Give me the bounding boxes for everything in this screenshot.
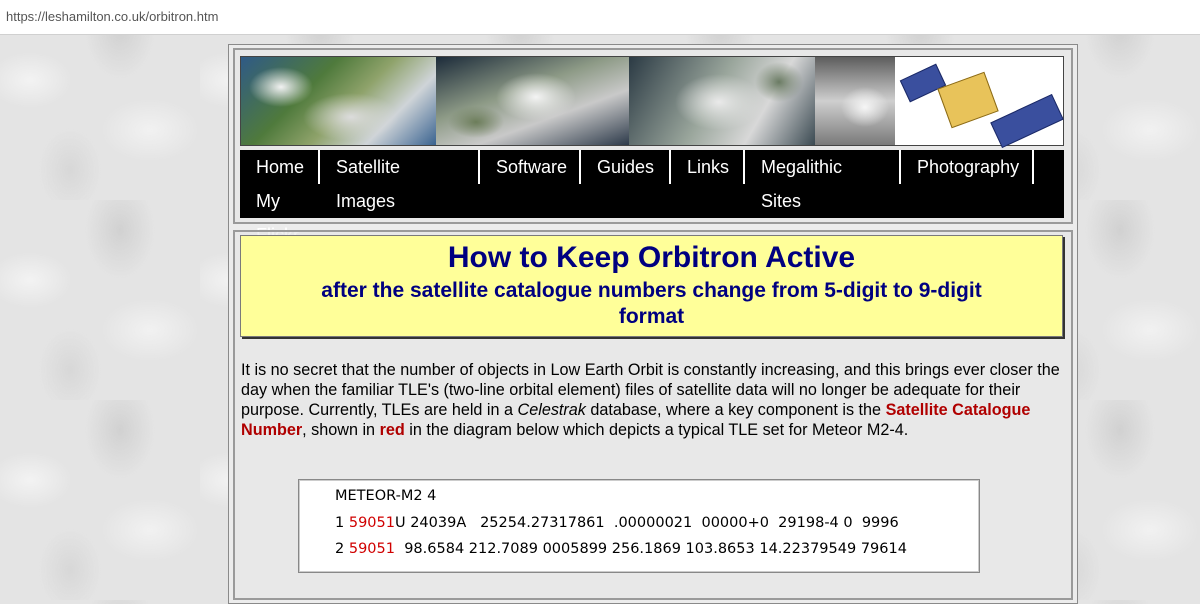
banner-image-satellite	[895, 57, 1063, 145]
tle-line-2-prefix: 2	[335, 541, 349, 557]
intro-paragraph	[241, 360, 1071, 440]
nav-satellite-images[interactable]: Satellite Images	[320, 150, 480, 184]
page-subtitle	[241, 278, 1062, 330]
nav-megalithic-sites[interactable]: Megalithic Sites	[745, 150, 901, 184]
tle-name: METEOR-M2 4	[335, 488, 437, 504]
intro-celestrak: Celestrak	[517, 401, 586, 419]
tle-line-2	[335, 541, 907, 557]
tle-line-1-rest: U 24039A 25254.27317861 .00000021 00000+0 29198-4 0 9996	[394, 515, 899, 531]
banner-image-grey-clouds	[815, 57, 895, 145]
tle-line-1	[335, 515, 899, 531]
intro-text-4: in the diagram below which depicts a typical TLE set for Meteor M2-4.	[404, 421, 909, 439]
intro-text-1: It is no secret that the number of objects in Low Earth Orbit is constantly increasing, and this brings ever closer the day when the familiar TLE's (two-line orbital element) files of satellite data will no longer be adequate for their purpose. Currently, TLEs are held in a	[241, 361, 1060, 419]
subtitle-line-1: after the satellite catalogue numbers change from 5-digit to 9-digit	[321, 279, 982, 302]
tle-line-2-catalogue-number: 59051	[348, 541, 395, 557]
tle-diagram	[298, 479, 980, 573]
tle-line-1-prefix: 1	[335, 515, 349, 531]
intro-red-word: red	[379, 421, 405, 439]
address-bar[interactable]	[0, 0, 1200, 35]
intro-text-3: , shown in	[302, 421, 380, 439]
satellite-banner	[240, 56, 1064, 146]
nav-photography[interactable]: Photography	[901, 150, 1034, 184]
nav-guides[interactable]: Guides	[581, 150, 671, 184]
url-text[interactable]: https://leshamilton.co.uk/orbitron.htm	[6, 9, 219, 24]
satellite-body	[937, 72, 998, 129]
tle-line-1-catalogue-number: 59051	[348, 515, 395, 531]
tle-line-2-rest: 98.6584 212.7089 0005899 256.1869 103.8653 14.22379549 79614	[394, 541, 907, 557]
nav-links[interactable]: Links	[671, 150, 745, 184]
nav-my-flickr[interactable]: My	[256, 191, 280, 211]
banner-image-europe	[241, 57, 436, 145]
nav-software[interactable]: Software	[480, 150, 581, 184]
page-title: How to Keep Orbitron Active	[447, 241, 856, 274]
intro-text-2: database, where a key component is the	[585, 401, 886, 419]
title-box	[240, 235, 1063, 337]
intro-satellite-catalogue-number: Satellite Catalogue Number	[241, 401, 1031, 439]
solar-panel-right	[990, 94, 1063, 148]
subtitle-line-2: format	[618, 305, 685, 328]
main-nav	[240, 150, 1064, 218]
nav-home[interactable]: Home	[240, 150, 320, 184]
banner-image-cloud-cover	[629, 57, 815, 145]
banner-image-uk-clouds	[436, 57, 629, 145]
